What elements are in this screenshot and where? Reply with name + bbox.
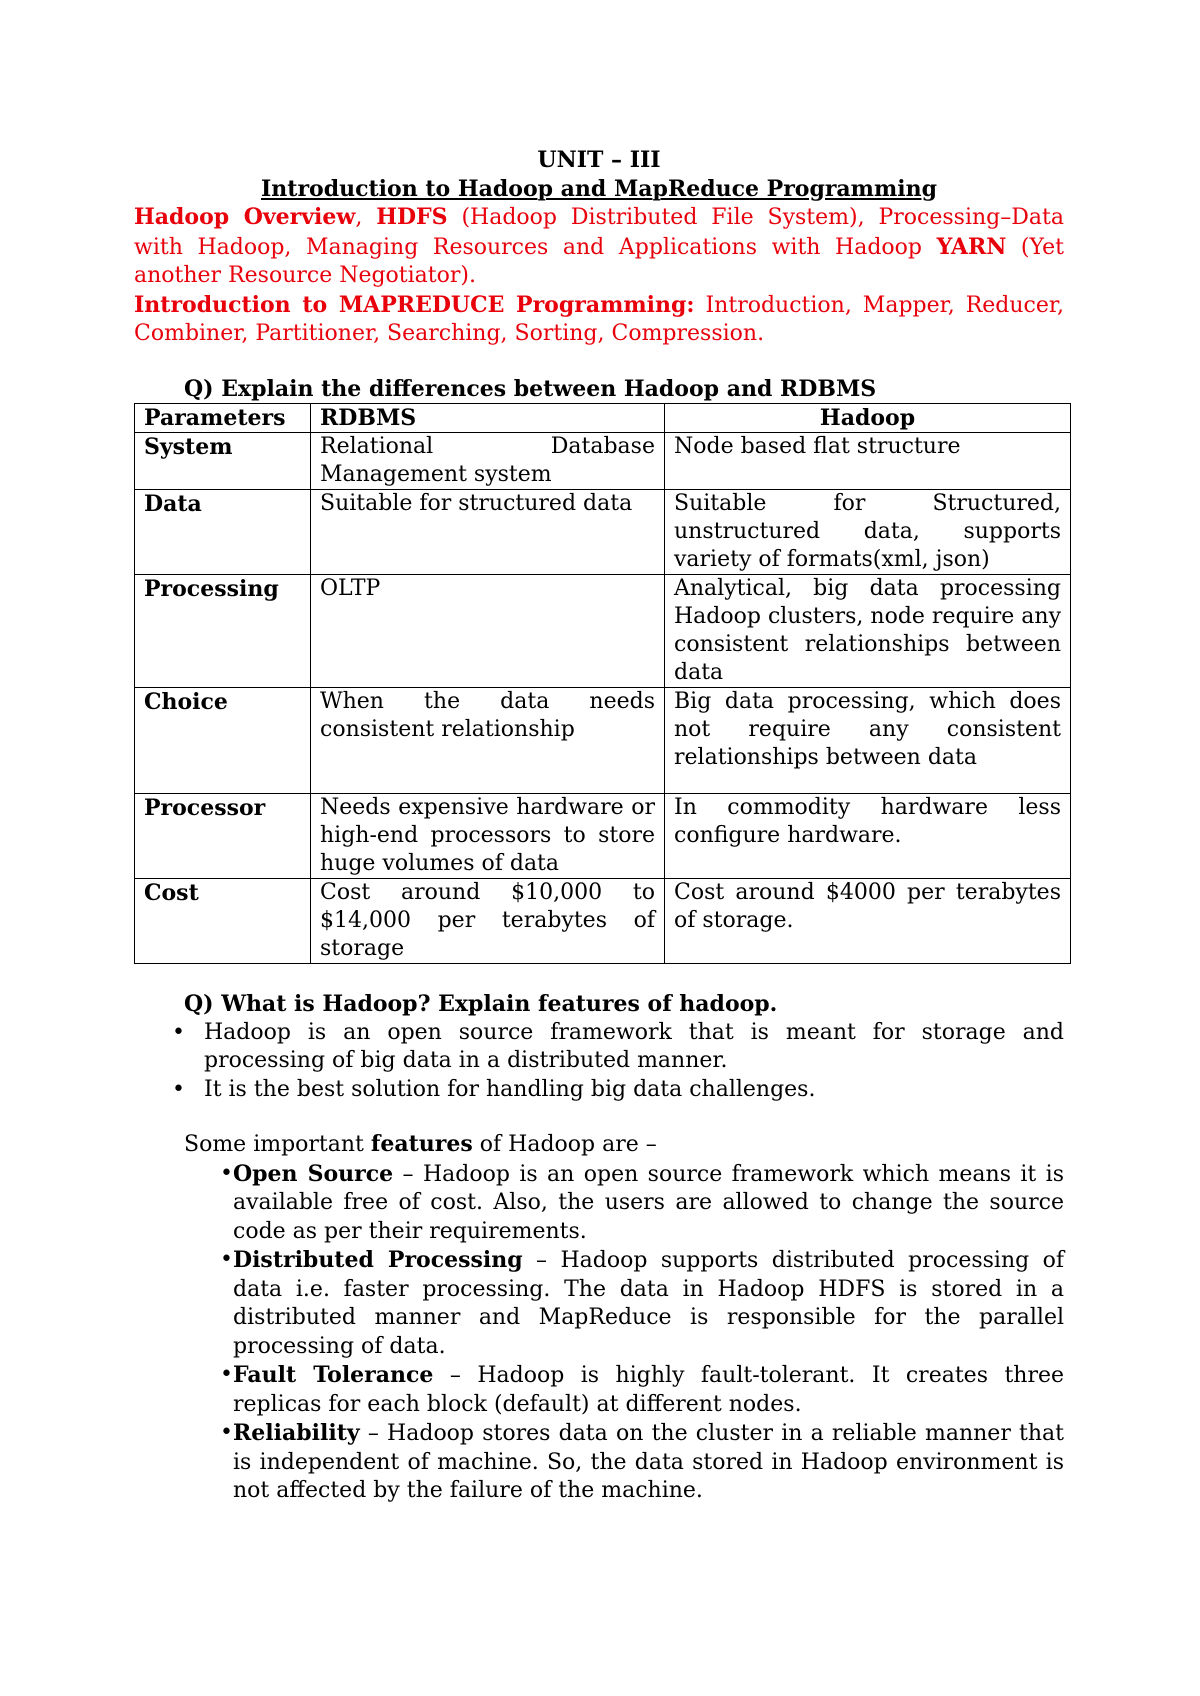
feature-text: – Hadoop is highly fault-tolerant. It creates three replicas for each block (default) at different nodes. <box>233 1363 1065 1417</box>
feature-name: Open Source <box>233 1160 394 1187</box>
row-parameter: Data <box>135 490 311 575</box>
feature-text: – Hadoop is an open source framework which means it is available free of cost. Also, the users are allowed to change the source code as per their requirements. <box>233 1161 1064 1244</box>
feature-name: Reliability <box>233 1420 360 1446</box>
feature-name: Distributed Processing <box>233 1247 523 1273</box>
table-row <box>135 879 1071 964</box>
feature-item <box>220 1361 1065 1419</box>
list-item <box>172 1076 1064 1105</box>
feature-item <box>220 1419 1064 1506</box>
syllabus-topic-mapreduce: Introduction to MAPREDUCE Programming: <box>134 291 695 318</box>
feature-item <box>220 1246 1065 1361</box>
question-what-is-hadoop: Q) What is Hadoop? Explain features of hadoop. <box>184 991 778 1017</box>
row-rdbms: Suitable for structured data <box>311 490 665 575</box>
syllabus-topic-yarn: YARN <box>936 233 1007 260</box>
bullet-icon: • <box>220 1247 233 1272</box>
list-item-text: Hadoop is an open source framework that is meant for storage and processing of big data in a distributed manner. <box>204 1019 1064 1073</box>
bullet-icon: • <box>172 1019 185 1045</box>
feature-item <box>220 1160 1064 1247</box>
row-rdbms: Cost around $10,000 to $14,000 per terabytes of storage <box>311 879 665 964</box>
row-rdbms: When the data needs consistent relationship <box>311 688 665 794</box>
bullet-icon: • <box>172 1076 185 1102</box>
features-intro-bold: features <box>370 1131 473 1157</box>
row-parameter: Processing <box>135 575 311 688</box>
unit-title: UNIT – III <box>537 147 661 173</box>
row-hadoop: Suitable for Structured, unstructured data, supports variety of formats(xml, json) <box>665 490 1071 575</box>
page-content <box>134 146 1064 1506</box>
row-hadoop: Analytical, big data processing Hadoop clusters, node require any consistent relationships between data <box>665 575 1071 688</box>
feature-text: – Hadoop stores data on the cluster in a reliable manner that is independent of machine. So, the data stored in Hadoop environment is not affected by the failure of the machine. <box>233 1421 1064 1503</box>
table-row <box>135 433 1071 490</box>
features-intro-text: Some important <box>184 1132 371 1157</box>
row-hadoop: Cost around $4000 per terabytes of storage. <box>665 879 1071 964</box>
table-header-row <box>135 404 1071 433</box>
row-hadoop: In commodity hardware less configure hardware. <box>665 794 1071 879</box>
features-list <box>134 1160 1064 1506</box>
bullet-icon: • <box>220 1362 233 1387</box>
syllabus-text: (Yet another Resource Negotiator). <box>134 234 1064 288</box>
table-row <box>135 490 1071 575</box>
header-hadoop: Hadoop <box>665 404 1071 433</box>
syllabus-text: , <box>355 205 377 230</box>
row-parameter: System <box>135 433 311 490</box>
document-subtitle: Introduction to Hadoop and MapReduce Programming <box>261 175 937 202</box>
table-row <box>135 575 1071 688</box>
hadoop-bullet-list <box>134 1019 1064 1105</box>
syllabus-paragraph-1 <box>134 203 1064 291</box>
header-parameters: Parameters <box>135 404 311 433</box>
table-row <box>135 794 1071 879</box>
syllabus-topic-hadoop-overview: Hadoop Overview <box>134 204 356 230</box>
row-hadoop: Node based flat structure <box>665 433 1071 490</box>
syllabus-paragraph-2 <box>134 291 1064 349</box>
header-rdbms: RDBMS <box>311 404 665 433</box>
bullet-icon: • <box>220 1160 233 1186</box>
list-item-text: It is the best solution for handling big data challenges. <box>204 1076 816 1102</box>
row-rdbms: Needs expensive hardware or high-end processors to store huge volumes of data <box>311 794 665 879</box>
row-hadoop: Big data processing, which does not require any consistent relationships between data <box>665 688 1071 794</box>
syllabus-topic-hdfs: HDFS <box>376 204 448 230</box>
list-item <box>172 1019 1064 1076</box>
table-row <box>135 688 1071 794</box>
row-parameter: Processor <box>135 794 311 879</box>
bullet-icon: • <box>220 1420 233 1445</box>
features-intro <box>184 1130 1064 1160</box>
feature-text: – Hadoop supports distributed processing of data i.e. faster processing. The data in Hadoop HDFS is stored in a distributed manner and MapReduce is responsible for the parallel processing of data. <box>233 1248 1065 1359</box>
feature-name: Fault Tolerance <box>233 1362 434 1388</box>
row-rdbms: OLTP <box>311 575 665 688</box>
syllabus-text: (Hadoop Distributed File System), Processing–Data with Hadoop, Managing Resources and Applications with Hadoop <box>134 205 1064 260</box>
question-hadoop-vs-rdbms: Q) Explain the differences between Hadoop and RDBMS <box>184 375 877 402</box>
syllabus-text: Introduction, Mapper, Reducer, Combiner, Partitioner, Searching, Sorting, Compression. <box>134 292 1064 346</box>
row-rdbms: Relational Database Management system <box>311 433 665 490</box>
features-intro-text: of Hadoop are – <box>472 1132 657 1157</box>
row-parameter: Cost <box>135 879 311 964</box>
row-parameter: Choice <box>135 688 311 794</box>
comparison-table <box>134 403 1071 964</box>
